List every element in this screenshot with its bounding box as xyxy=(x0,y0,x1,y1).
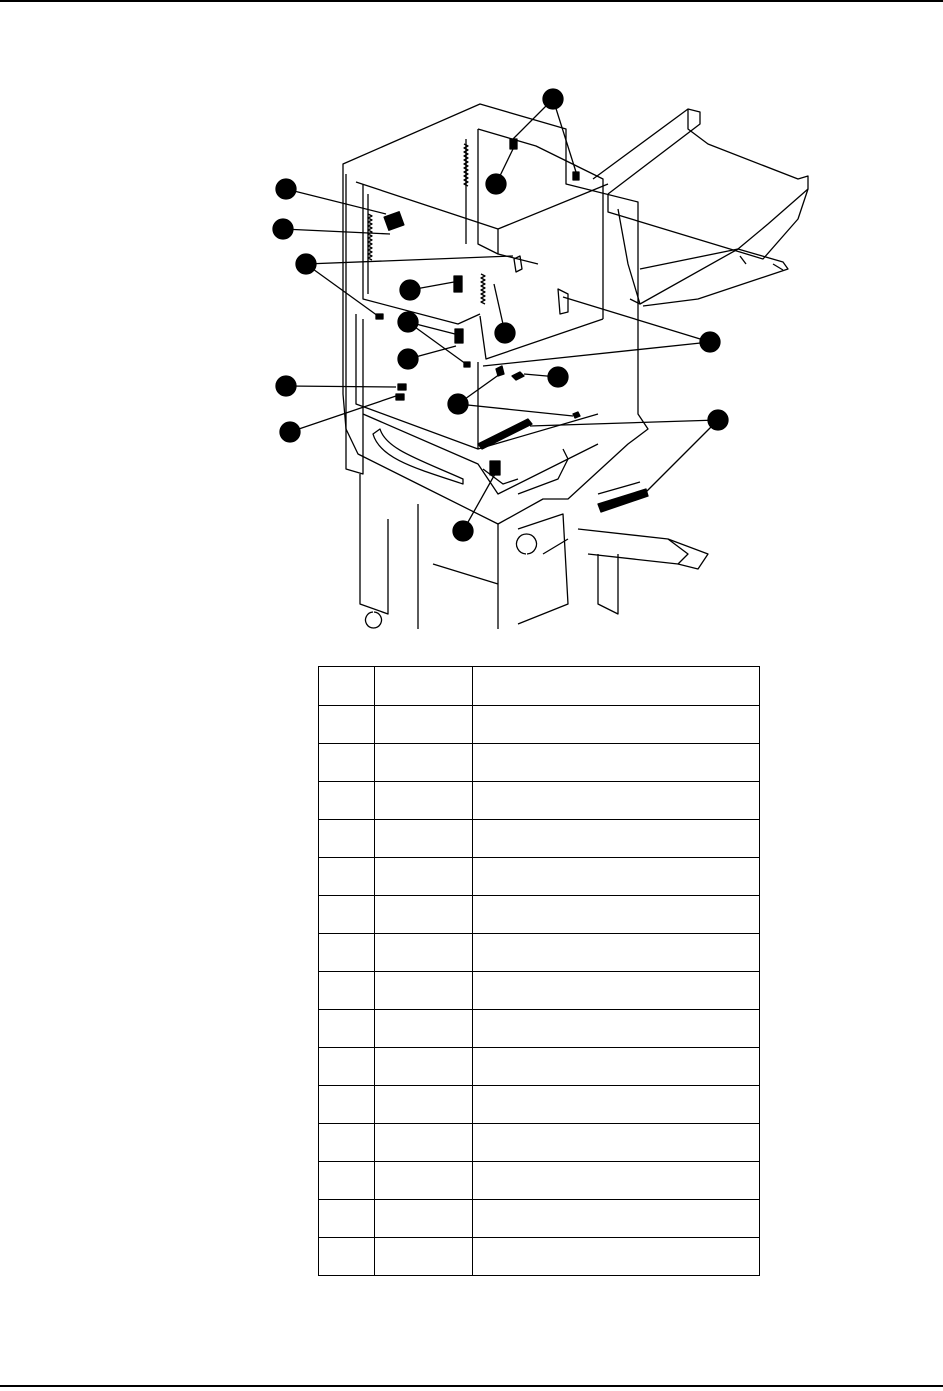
header-rule xyxy=(0,0,943,2)
output-tray xyxy=(593,109,808,306)
table-cell xyxy=(473,1010,760,1048)
table-cell xyxy=(319,1162,375,1200)
column-header xyxy=(473,667,760,706)
table-cell xyxy=(473,820,760,858)
table-cell xyxy=(375,1010,473,1048)
table-row xyxy=(319,972,760,1010)
table-cell xyxy=(375,934,473,972)
column-header xyxy=(319,667,375,706)
table-cell xyxy=(375,1086,473,1124)
table-header-row xyxy=(319,667,760,706)
column-header xyxy=(375,667,473,706)
table-cell xyxy=(375,820,473,858)
table-cell xyxy=(473,934,760,972)
table-cell xyxy=(473,1124,760,1162)
table-row xyxy=(319,744,760,782)
table-cell xyxy=(319,1010,375,1048)
table-cell xyxy=(375,1124,473,1162)
cabinet-body xyxy=(343,104,648,524)
table-cell xyxy=(319,1048,375,1086)
footer-rule xyxy=(0,1385,943,1387)
table-cell xyxy=(375,896,473,934)
table-cell xyxy=(473,1200,760,1238)
table-cell xyxy=(319,1200,375,1238)
table-cell xyxy=(473,744,760,782)
table-row xyxy=(319,934,760,972)
table-row xyxy=(319,858,760,896)
table-cell xyxy=(375,1238,473,1276)
table-row xyxy=(319,1086,760,1124)
parts-table xyxy=(318,666,760,1276)
table-cell xyxy=(375,782,473,820)
table-cell xyxy=(473,1086,760,1124)
table-cell xyxy=(319,972,375,1010)
base-stand xyxy=(360,474,708,629)
table-cell xyxy=(473,1238,760,1276)
table-cell xyxy=(473,706,760,744)
table-row xyxy=(319,1238,760,1276)
table-cell xyxy=(473,1048,760,1086)
table-cell xyxy=(375,1200,473,1238)
table-row xyxy=(319,1162,760,1200)
table-cell xyxy=(319,1086,375,1124)
table-cell xyxy=(375,706,473,744)
table-cell xyxy=(473,972,760,1010)
table-cell xyxy=(375,1048,473,1086)
table-cell xyxy=(319,782,375,820)
table-cell xyxy=(375,858,473,896)
table-cell xyxy=(473,896,760,934)
table-row xyxy=(319,896,760,934)
table-row xyxy=(319,1010,760,1048)
table-cell xyxy=(319,1238,375,1276)
table-cell xyxy=(319,858,375,896)
table-row xyxy=(319,706,760,744)
table-row xyxy=(319,782,760,820)
table-row xyxy=(319,820,760,858)
table-cell xyxy=(375,1162,473,1200)
table-row xyxy=(319,1048,760,1086)
sensor-location-illustration xyxy=(268,84,828,634)
table-cell xyxy=(319,820,375,858)
table-cell xyxy=(319,934,375,972)
table-row xyxy=(319,1124,760,1162)
table-cell xyxy=(473,858,760,896)
table-cell xyxy=(375,744,473,782)
table-cell xyxy=(473,782,760,820)
table-cell xyxy=(319,706,375,744)
table-cell xyxy=(375,972,473,1010)
table-cell xyxy=(319,896,375,934)
table-cell xyxy=(319,1124,375,1162)
table-row xyxy=(319,1200,760,1238)
table-cell xyxy=(319,744,375,782)
table-cell xyxy=(473,1162,760,1200)
